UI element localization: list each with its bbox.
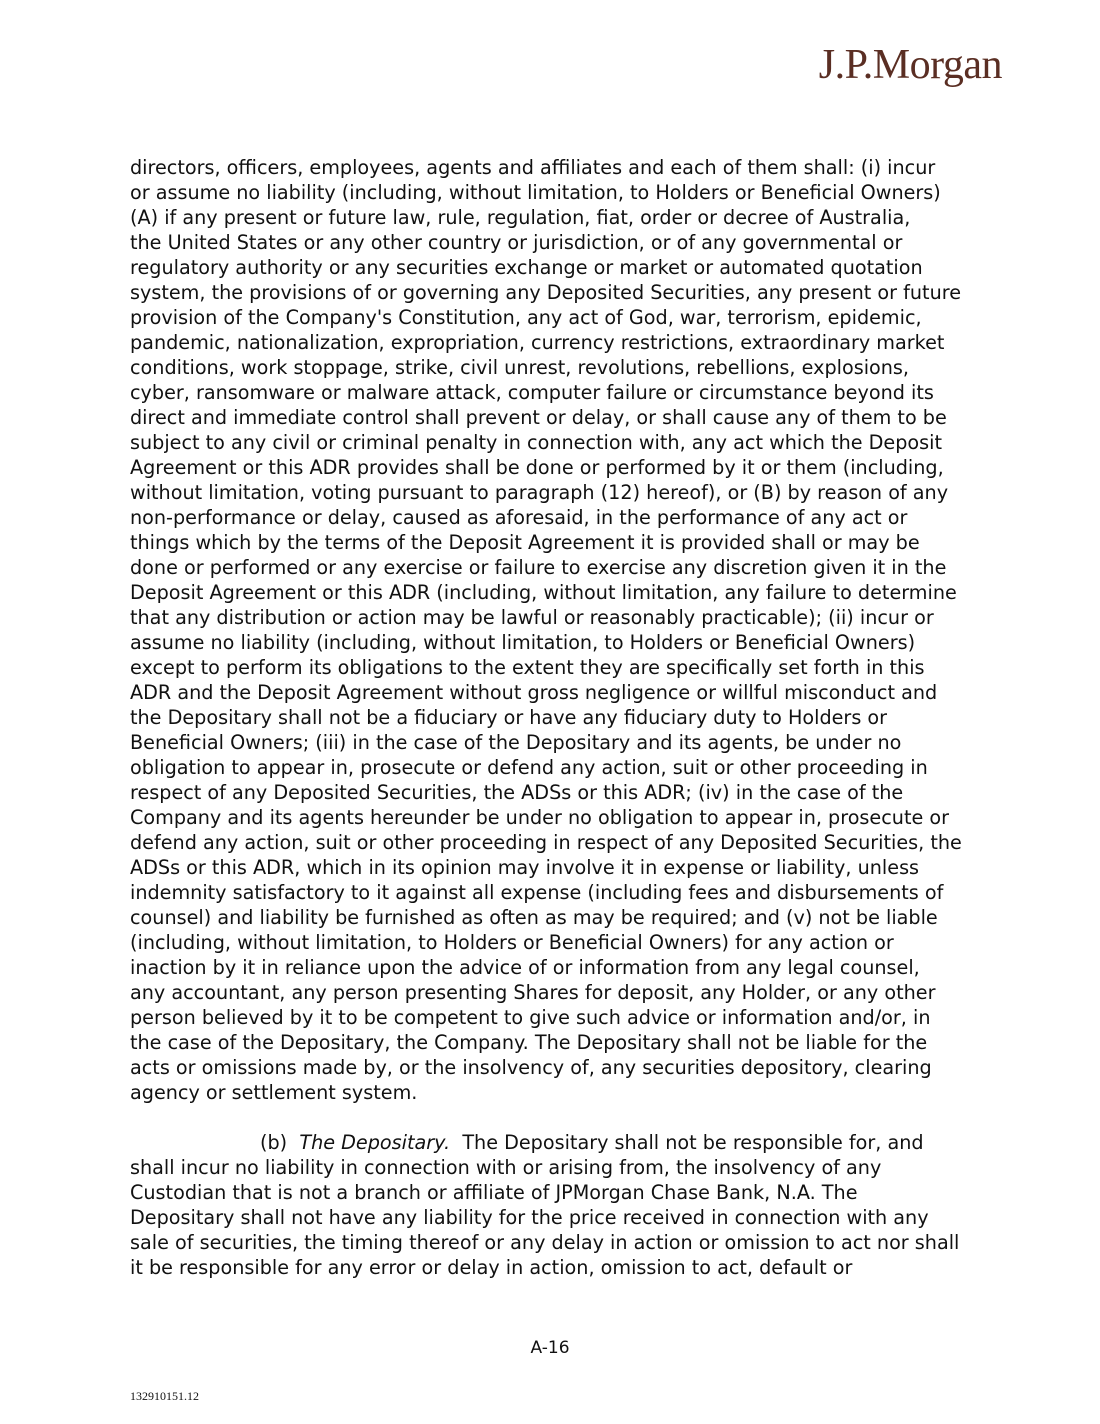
text-line: assume no liability (including, without limitation, to Holders or Beneficial Owners)	[130, 631, 916, 654]
text-line: Company and its agents hereunder be under no obligation to appear in, prosecute or	[130, 806, 950, 829]
text-line: system, the provisions of or governing any Deposited Securities, any present or future	[130, 281, 962, 304]
paragraph-b-marker: (b)	[260, 1131, 288, 1154]
text-line: Depositary shall not have any liability for the price received in connection with any	[130, 1206, 929, 1229]
text-line: ADSs or this ADR, which in its opinion may involve it in expense or liability, unless	[130, 856, 920, 879]
text-line: obligation to appear in, prosecute or defend any action, suit or other proceeding in	[130, 756, 928, 779]
text-line: (including, without limitation, to Holders or Beneficial Owners) for any action or	[130, 931, 894, 954]
text-line: directors, officers, employees, agents and affiliates and each of them shall: (i) incur	[130, 156, 936, 179]
text-line: pandemic, nationalization, expropriation, currency restrictions, extraordinary market	[130, 331, 945, 354]
text-line: subject to any civil or criminal penalty in connection with, any act which the Deposit	[130, 431, 943, 454]
text-line: regulatory authority or any securities exchange or market or automated quotation	[130, 256, 923, 279]
document-id: 132910151.12	[130, 1389, 199, 1403]
page-number: A-16	[530, 1338, 570, 1358]
jpmorgan-logo: J.P.Morgan	[818, 42, 1002, 88]
text-line: counsel) and liability be furnished as often as may be required; and (v) not be liable	[130, 906, 938, 929]
text-line: respect of any Deposited Securities, the ADSs or this ADR; (iv) in the case of the	[130, 781, 904, 804]
text-line: the case of the Depositary, the Company. The Depositary shall not be liable for the	[130, 1031, 928, 1054]
text-line: done or performed or any exercise or failure to exercise any discretion given it in the	[130, 556, 947, 579]
text-line: (A) if any present or future law, rule, regulation, fiat, order or decree of Australia,	[130, 206, 911, 229]
text-line: acts or omissions made by, or the insolvency of, any securities depository, clearing	[130, 1056, 932, 1079]
text-line: agency or settlement system.	[130, 1081, 418, 1104]
text-line: non-performance or delay, caused as aforesaid, in the performance of any act or	[130, 506, 908, 529]
text-line: direct and immediate control shall prevent or delay, or shall cause any of them to be	[130, 406, 947, 429]
text-line: except to perform its obligations to the extent they are specifically set forth in this	[130, 656, 925, 679]
paragraph-spacer	[130, 1105, 980, 1130]
paragraph-b	[130, 1130, 980, 1280]
text-line: defend any action, suit or other proceeding in respect of any Deposited Securities, the	[130, 831, 962, 854]
paragraph-b-heading: The Depositary.	[299, 1131, 451, 1154]
text-line: that any distribution or action may be lawful or reasonably practicable); (ii) incur or	[130, 606, 934, 629]
text-line: the Depositary shall not be a fiduciary or have any fiduciary duty to Holders or	[130, 706, 888, 729]
text-line: without limitation, voting pursuant to paragraph (12) hereof), or (B) by reason of any	[130, 481, 949, 504]
text-line: shall incur no liability in connection with or arising from, the insolvency of any	[130, 1156, 882, 1179]
text-line: the United States or any other country or jurisdiction, or of any governmental or	[130, 231, 903, 254]
paragraph-b-first-line	[130, 1130, 980, 1155]
text-line: provision of the Company's Constitution, any act of God, war, terrorism, epidemic,	[130, 306, 922, 329]
text-line: things which by the terms of the Deposit Agreement it is provided shall or may be	[130, 531, 920, 554]
text-line: Custodian that is not a branch or affiliate of JPMorgan Chase Bank, N.A. The	[130, 1181, 858, 1204]
text-line: Deposit Agreement or this ADR (including, without limitation, any failure to determine	[130, 581, 957, 604]
text-line: sale of securities, the timing thereof or any delay in action or omission to act nor shall	[130, 1231, 960, 1254]
text-line: conditions, work stoppage, strike, civil unrest, revolutions, rebellions, explosions,	[130, 356, 910, 379]
text-line: ADR and the Deposit Agreement without gross negligence or willful misconduct and	[130, 681, 938, 704]
text-line: or assume no liability (including, without limitation, to Holders or Beneficial Owners)	[130, 181, 941, 204]
text-line: cyber, ransomware or malware attack, computer failure or circumstance beyond its	[130, 381, 934, 404]
text-line: Beneficial Owners; (iii) in the case of the Depositary and its agents, be under no	[130, 731, 902, 754]
paragraph-b-first-line-text: The Depositary shall not be responsible for, and	[462, 1131, 924, 1154]
paragraph-a	[130, 155, 980, 1105]
text-line: Agreement or this ADR provides shall be done or performed by it or them (including,	[130, 456, 944, 479]
text-line: inaction by it in reliance upon the advice of or information from any legal counsel,	[130, 956, 920, 979]
text-line: indemnity satisfactory to it against all expense (including fees and disbursements of	[130, 881, 944, 904]
text-line: person believed by it to be competent to give such advice or information and/or, in	[130, 1006, 931, 1029]
text-line: any accountant, any person presenting Shares for deposit, any Holder, or any other	[130, 981, 936, 1004]
text-line: it be responsible for any error or delay in action, omission to act, default or	[130, 1256, 853, 1279]
document-body	[130, 155, 980, 1280]
